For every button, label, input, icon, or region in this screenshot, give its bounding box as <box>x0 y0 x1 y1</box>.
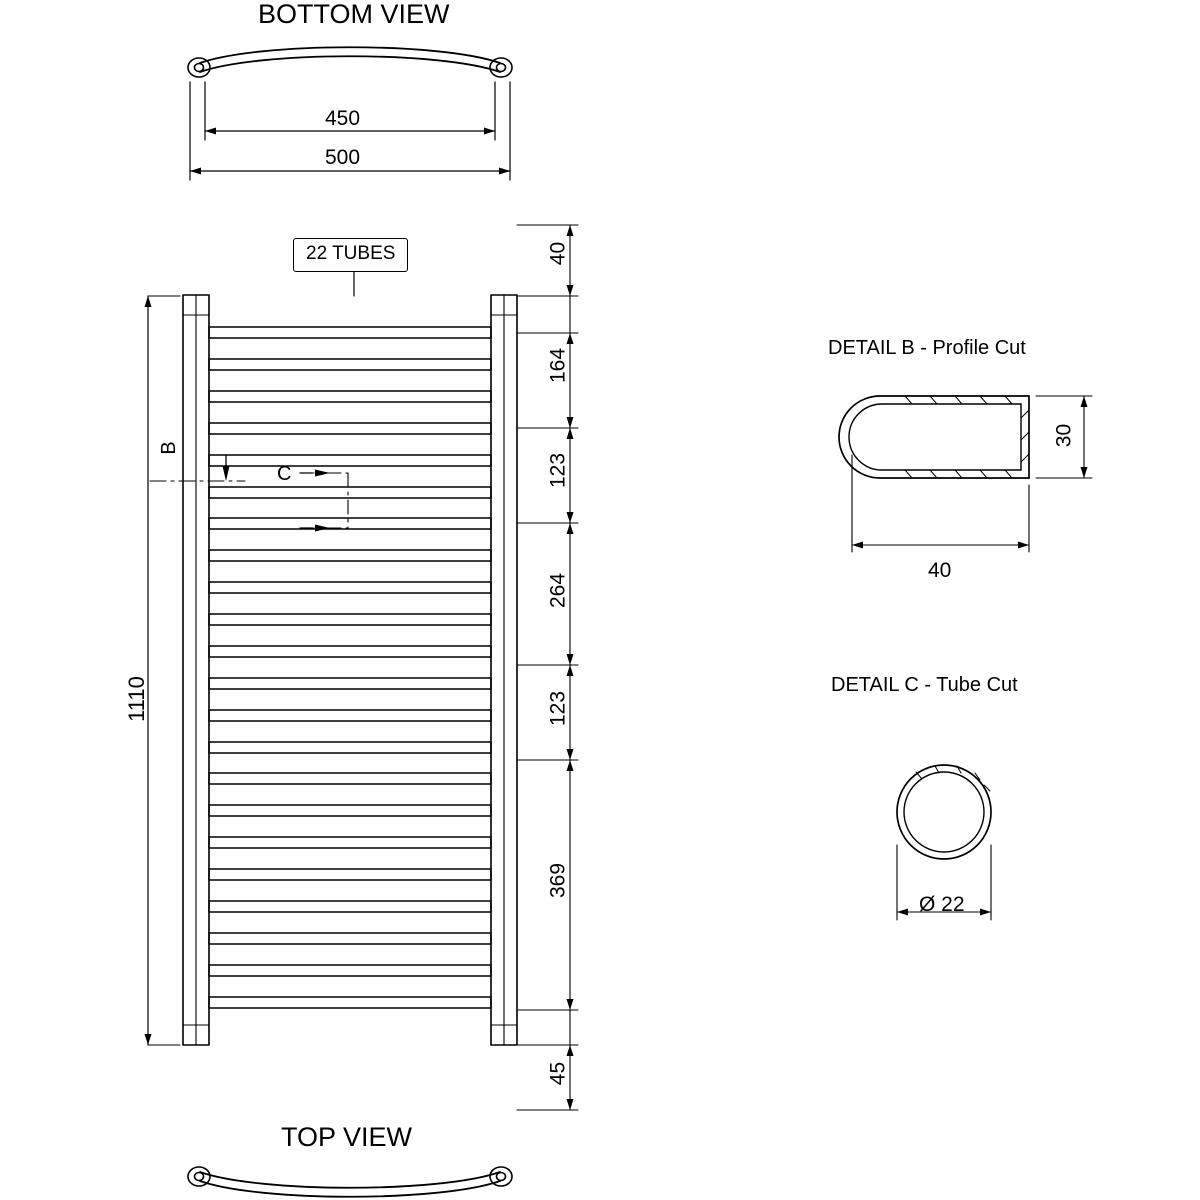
tube-rungs <box>209 327 491 1008</box>
tubes-count-label: 22 TUBES <box>293 238 408 272</box>
dim-label-123-upper: 123 <box>546 452 570 489</box>
dim-label-164: 164 <box>546 347 570 384</box>
detail-b-title: DETAIL B - Profile Cut <box>828 337 1026 359</box>
dim-1110 <box>145 296 181 1045</box>
bottom-view-title: BOTTOM VIEW <box>258 0 450 29</box>
dim-label-45-bottom: 45 <box>546 1061 570 1086</box>
dim-label-40-profile: 40 <box>928 559 952 582</box>
dim-label-500: 500 <box>325 146 361 169</box>
dim-label-40-top: 40 <box>546 241 570 266</box>
section-label-c: C <box>277 463 292 485</box>
dim-label-diameter-22: Ø 22 <box>919 893 965 916</box>
dim-label-264: 264 <box>546 572 570 609</box>
dim-label-30: 30 <box>1052 423 1076 448</box>
dim-label-1110: 1110 <box>124 676 149 722</box>
top-view-title: TOP VIEW <box>281 1122 413 1152</box>
bottom-view-bar <box>188 47 512 77</box>
section-marker-c <box>300 470 348 532</box>
section-label-b: B <box>158 441 180 455</box>
dim-label-369: 369 <box>546 862 570 899</box>
top-view-bar <box>188 1167 512 1197</box>
dim-label-450: 450 <box>325 107 361 130</box>
section-marker-b <box>150 456 245 481</box>
dim-label-123-lower: 123 <box>546 690 570 727</box>
detail-c-title: DETAIL C - Tube Cut <box>831 674 1018 696</box>
